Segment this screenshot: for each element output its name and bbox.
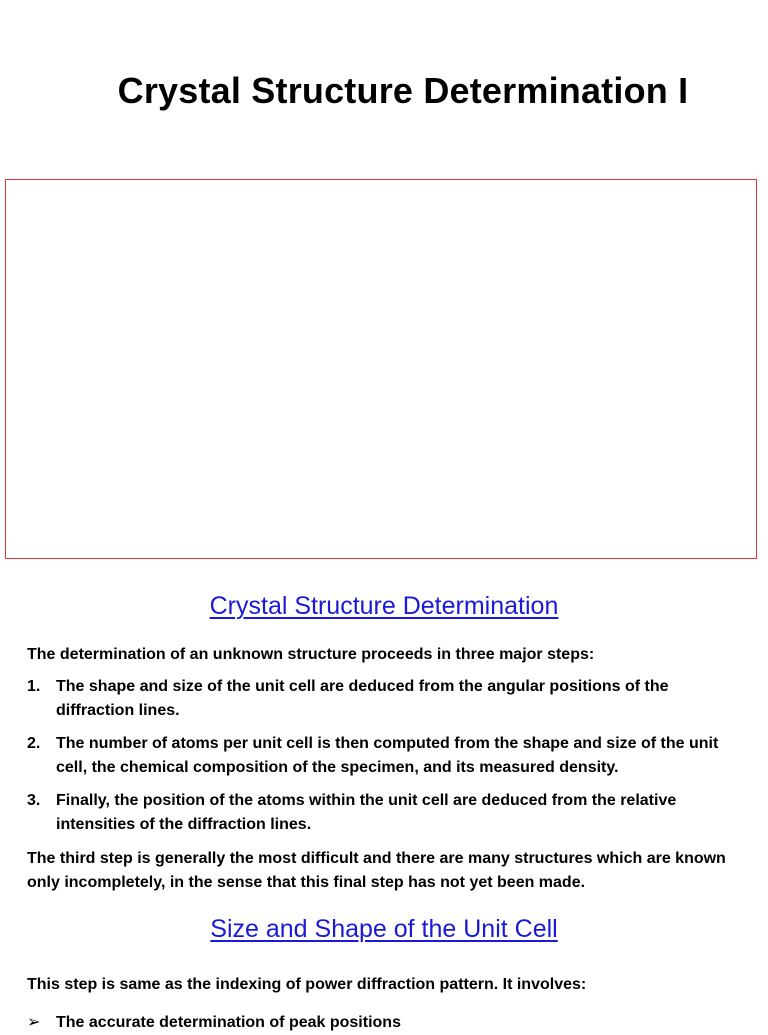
arrow-bullet-icon: ➢ [27, 1014, 41, 1031]
unit-cell-link[interactable]: Size and Shape of the Unit Cell [210, 915, 558, 943]
unit-cell-intro-paragraph: This step is same as the indexing of power diffraction pattern. It involves: [27, 976, 587, 993]
list-item [27, 675, 742, 723]
page-title: Crystal Structure Determination I [117, 70, 689, 111]
closing-paragraph: The third step is generally the most difficult and there are many structures which are known only incompletely, in the sense that this final step has not yet been made. [27, 850, 726, 891]
section-heading-crystal-structure [0, 592, 768, 621]
crystal-structure-link[interactable]: Crystal Structure Determination [209, 592, 559, 620]
step-number: 1. [27, 678, 41, 695]
list-item [27, 789, 742, 837]
bullet-text: The accurate determination of peak positions [56, 1014, 401, 1031]
list-item [27, 1011, 742, 1035]
embedded-media-frame [5, 179, 757, 559]
step-number: 2. [27, 735, 41, 752]
list-item [27, 732, 742, 780]
step-text: Finally, the position of the atoms within the unit cell are deduced from the relative intensities of the diffraction lines. [56, 792, 677, 833]
step-text: The shape and size of the unit cell are deduced from the angular positions of the diffraction lines. [56, 678, 669, 719]
steps-list [27, 675, 742, 846]
section-heading-unit-cell [0, 915, 768, 944]
intro-paragraph: The determination of an unknown structure proceeds in three major steps: [27, 646, 595, 663]
step-text: The number of atoms per unit cell is then computed from the shape and size of the unit cell, the chemical composition of the specimen, and its measured density. [56, 735, 719, 776]
step-number: 3. [27, 792, 41, 809]
